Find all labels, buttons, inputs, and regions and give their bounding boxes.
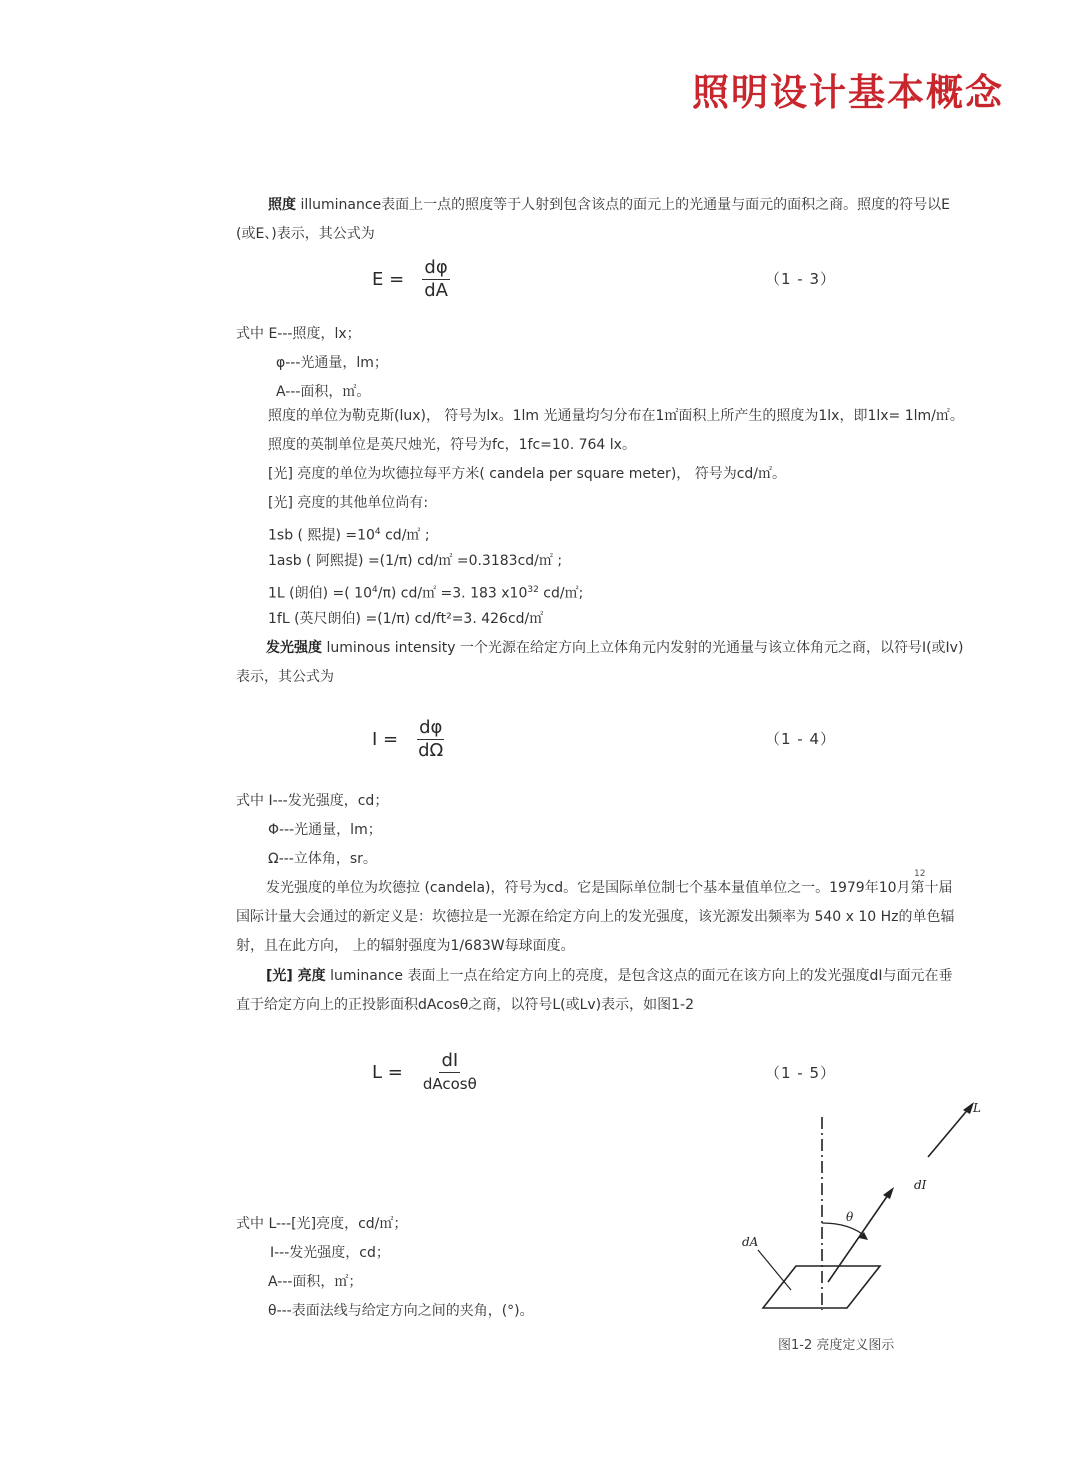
- luminance-diagram: [730, 1095, 1000, 1325]
- fraction-numerator: dI: [441, 1050, 459, 1071]
- where-line: φ---光通量，lm；: [276, 355, 388, 371]
- where-line: θ---表面法线与给定方向之间的夹角，(°)。: [268, 1303, 534, 1319]
- where-line: A---面积，㎡。: [276, 384, 371, 400]
- superscript-note: 12: [914, 869, 926, 879]
- illuminance-line-2: (或E、)表示，其公式为: [236, 226, 375, 242]
- fraction-denominator: dΩ: [418, 740, 444, 761]
- term-luminance: [光] 亮度: [266, 968, 326, 984]
- fraction: [416, 718, 445, 761]
- equation-number: （1 - 5）: [765, 1064, 837, 1082]
- equation-number: （1 - 4）: [765, 730, 837, 748]
- where-line: 式中 L---[光]亮度，cd/㎡；: [236, 1216, 408, 1232]
- fraction: [422, 258, 450, 301]
- intensity-line-1: 发光强度 luminous intensity 一个光源在给定方向上立体角元内发射的光通量与该立体角元之商，以符号I(或Iv): [266, 640, 964, 656]
- unit-lambert: 1L (朗伯) =( $10^4/\pi$) cd/㎡ =3. 183 $x10^{32}$ cd/㎡;: [268, 585, 584, 602]
- unit-footlambert: 1fL (英尺朗伯) =(1/π) cd/ft²=3. 426cd/㎡: [268, 611, 544, 627]
- unit-line: 照度的单位为勒克斯(lux)， 符号为lx。1lm 光通量均匀分布在1㎡面积上所产生的照度为1lx，即1lx= 1lm/㎡。: [268, 408, 964, 424]
- definition-line: 发光强度的单位为坎德拉 (candela)，符号为cd。它是国际单位制七个基本量值单位之一。1979年10月第十届: [266, 880, 953, 896]
- where-line: 式中 I---发光强度，cd；: [236, 793, 389, 809]
- label-theta: θ: [846, 1210, 854, 1224]
- term-illuminance: 照度: [268, 197, 296, 213]
- luminance-line-2: 直于给定方向上的正投影面积dAcosθ之商，以符号L(或Lv)表示，如图1-2: [236, 997, 695, 1013]
- formula-1-3: [372, 258, 450, 301]
- fraction-numerator: dφ: [419, 717, 443, 738]
- fraction-numerator: dφ: [424, 257, 448, 278]
- label-dA: dA: [742, 1235, 759, 1249]
- definition-line: 国际计量大会通过的新定义是：坎德拉是一光源在给定方向上的发光强度，该光源发出频率为 540 x 10 Hz的单色辐: [236, 909, 955, 925]
- where-line: 式中 E---照度，lx；: [236, 326, 361, 342]
- unit-line: 照度的英制单位是英尺烛光，符号为fc，1fc=10. 764 lx。: [268, 437, 636, 453]
- illuminance-line-1: 照度 illuminance表面上一点的照度等于人射到包含该点的面元上的光通量与面元的面积之商。照度的符号以E: [268, 197, 950, 213]
- formula-1-4: [372, 718, 445, 761]
- leader-line: [758, 1250, 791, 1290]
- unit-asb: 1asb ( 阿熙提) =(1/π) cd/㎡ =0.3183cd/㎡ ;: [268, 553, 563, 569]
- where-line: Ω---立体角，sr。: [268, 851, 377, 867]
- page-title: 照明设计基本概念: [692, 71, 1004, 114]
- arrow-head: [883, 1187, 894, 1199]
- formula-lhs: E =: [372, 269, 405, 290]
- angle-arc: [822, 1223, 866, 1237]
- luminance-line-1: [光] 亮度 luminance 表面上一点在给定方向上的亮度，是包含这点的面元在该方向上的发光强度dI与面元在垂: [266, 968, 953, 984]
- label-L: L: [973, 1101, 981, 1115]
- formula-lhs: L =: [372, 1062, 403, 1083]
- equation-number: （1 - 3）: [765, 270, 837, 288]
- label-dI: dI: [914, 1178, 927, 1192]
- direction-arrow: [928, 1107, 970, 1157]
- unit-line: [光] 亮度的其他单位尚有:: [268, 495, 429, 511]
- intensity-line-2: 表示，其公式为: [236, 669, 334, 685]
- fraction-denominator: dAcosθ: [422, 1075, 477, 1093]
- unit-line: [光] 亮度的单位为坎德拉每平方米( candela per square meter)， 符号为cd/㎡。: [268, 466, 787, 482]
- formula-1-5: [372, 1051, 479, 1094]
- where-line: A---面积，㎡；: [268, 1274, 363, 1290]
- unit-sb: 1sb ( 熙提) $=10^4$ cd/㎡ ;: [268, 527, 430, 544]
- where-line: I---发光强度，cd；: [270, 1245, 390, 1261]
- fraction-denominator: dA: [424, 280, 448, 301]
- figure-caption: 图1-2 亮度定义图示: [778, 1338, 895, 1353]
- where-line: Φ---光通量，lm；: [268, 822, 382, 838]
- term-intensity: 发光强度: [266, 640, 322, 656]
- formula-lhs: I =: [372, 729, 399, 750]
- intensity-arrow: [828, 1195, 888, 1282]
- fraction: [421, 1051, 479, 1094]
- definition-line: 射，且在此方向， 上的辐射强度为1/683W每球面度。: [236, 938, 575, 954]
